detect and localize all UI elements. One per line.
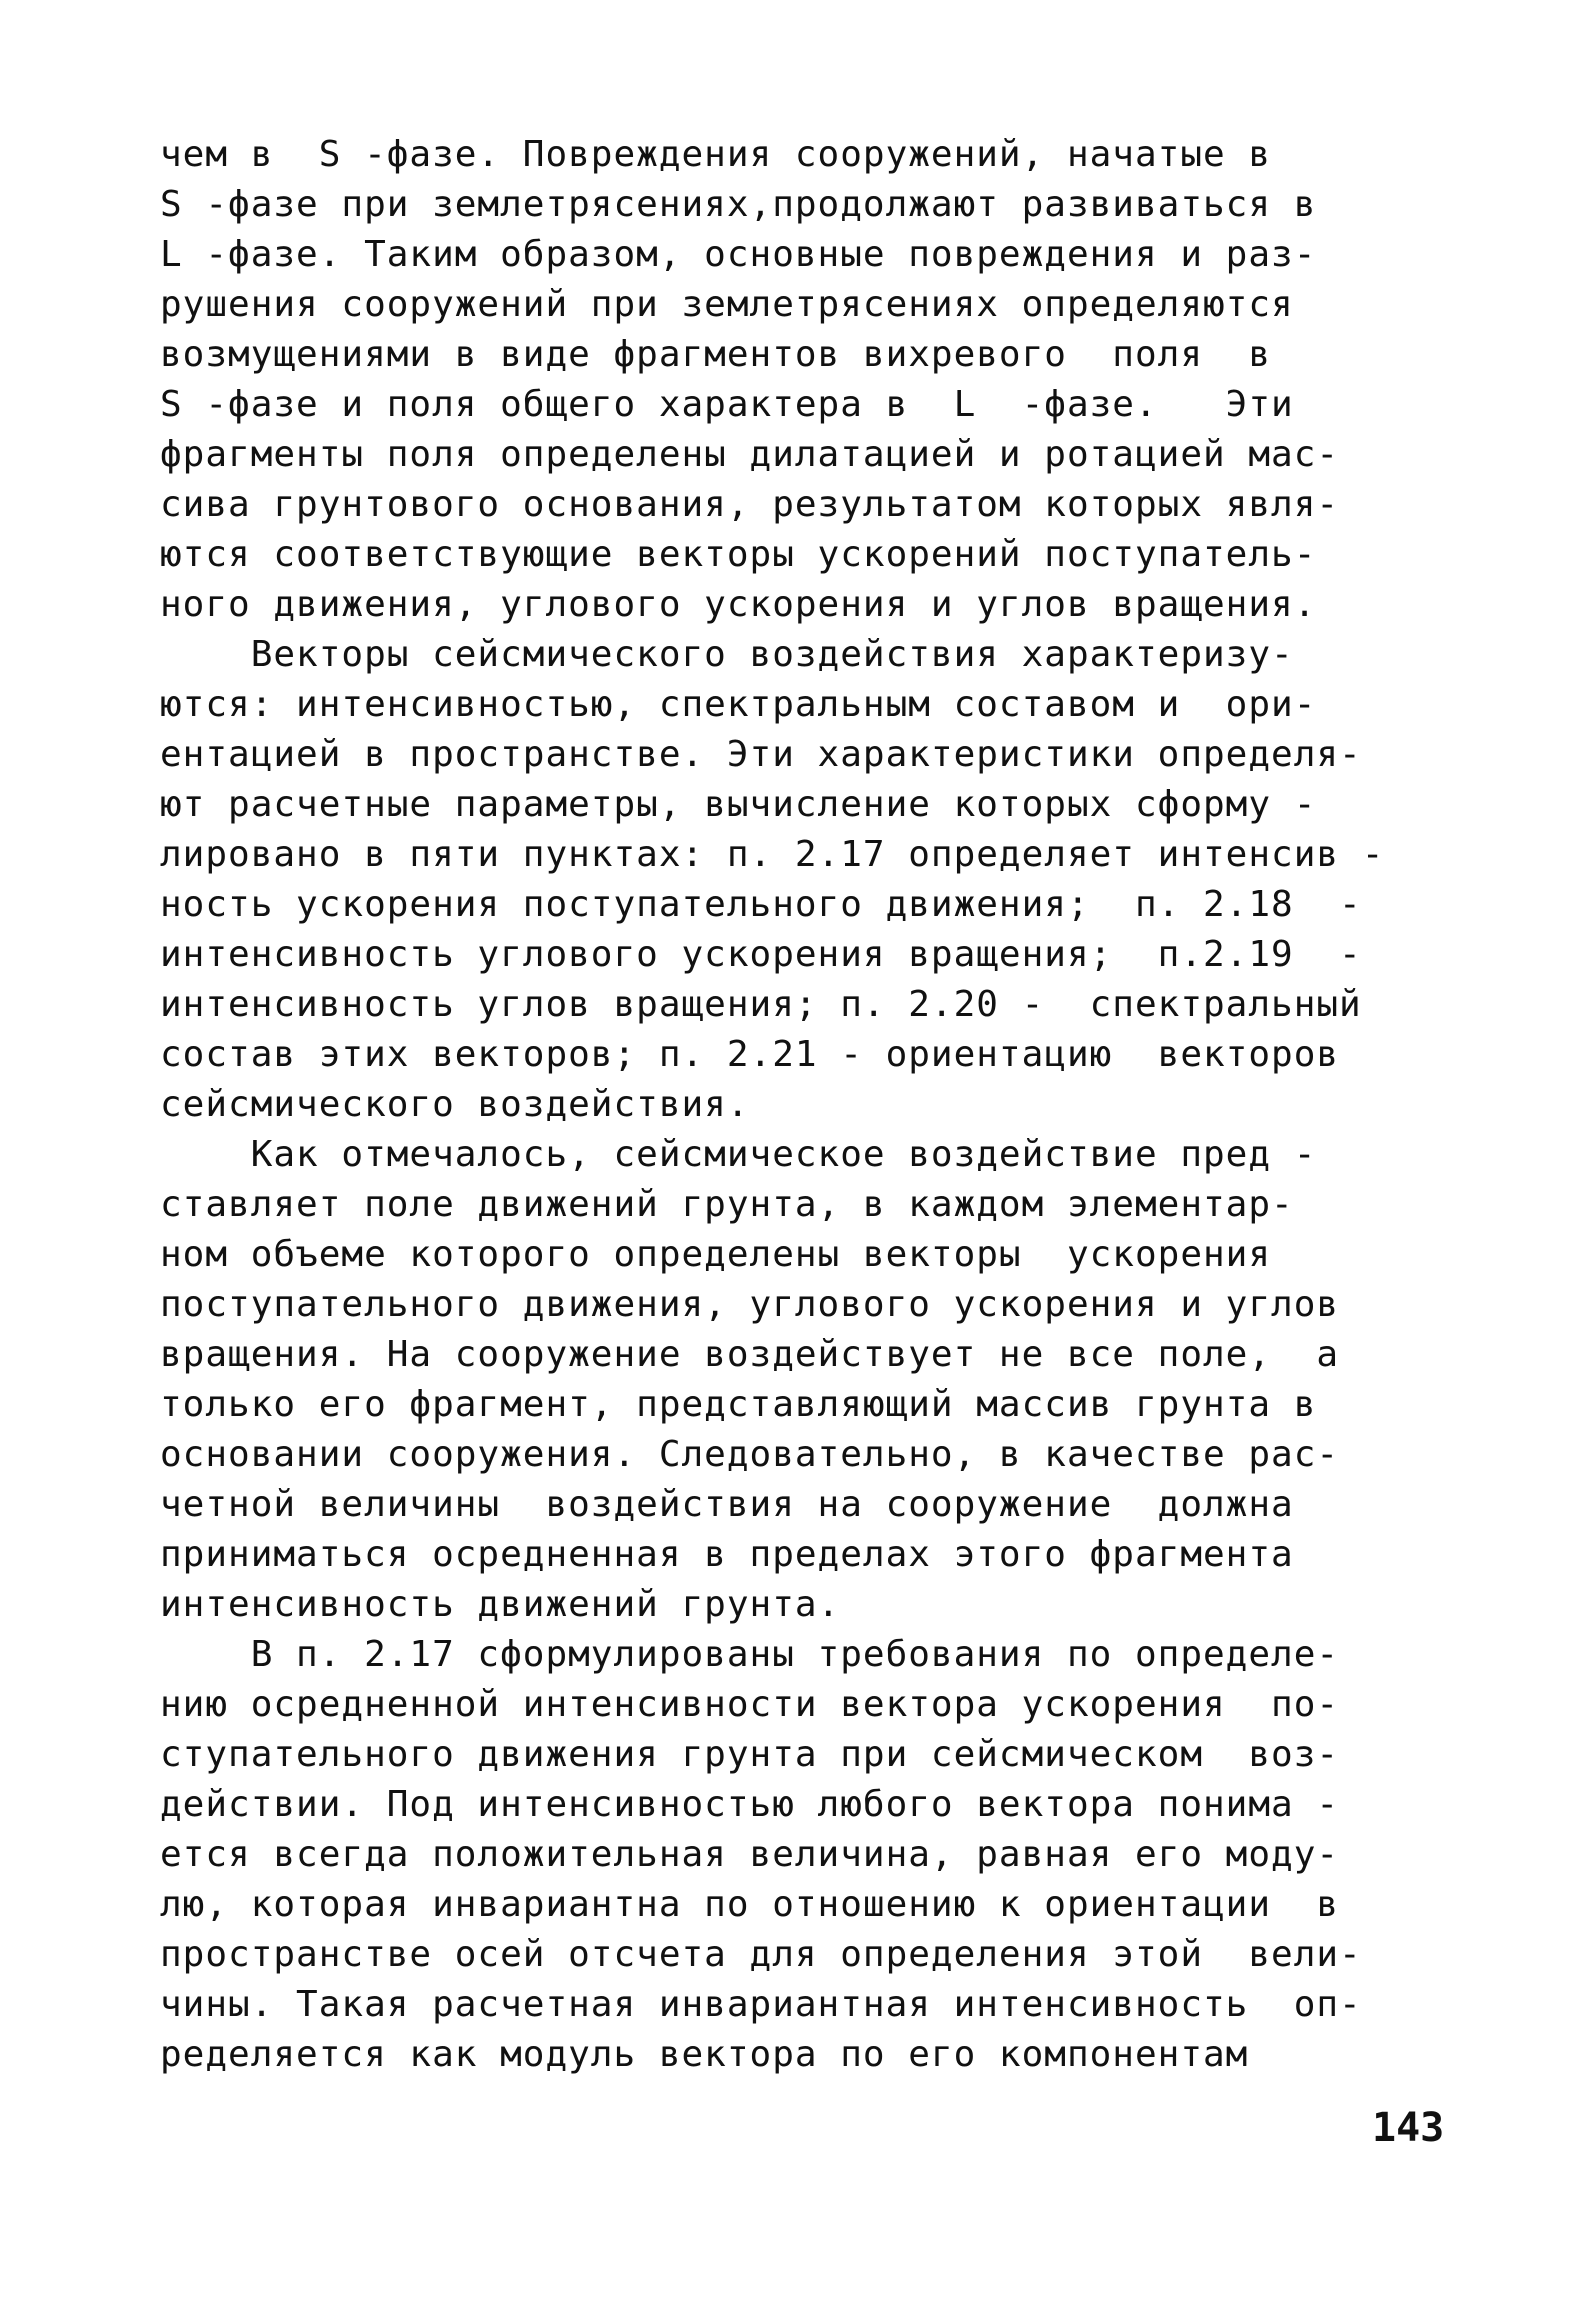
text-line: ном объеме которого определены векторы ускорения — [160, 1234, 1272, 1275]
text-line: рушения сооружений при землетрясениях определяются — [160, 284, 1294, 325]
text-line: поступательного движения, углового ускорения и углов — [160, 1284, 1340, 1325]
text-line: S -фазе при землетрясениях,продолжают развиваться в — [160, 184, 1317, 225]
text-line: интенсивность углов вращения; п. 2.20 - спектральный — [160, 984, 1362, 1025]
text-line: лю, которая инвариантна по отношению к ориентации в — [160, 1884, 1340, 1925]
text-line: В п. 2.17 сформулированы требования по определе- — [160, 1634, 1340, 1675]
text-line: интенсивность углового ускорения вращения; п.2.19 - — [160, 934, 1362, 975]
text-line: ределяется как модуль вектора по его компонентам — [160, 2034, 1249, 2075]
text-line: ставляет поле движений грунта, в каждом элементар- — [160, 1184, 1294, 1225]
text-line: L -фазе. Таким образом, основные повреждения и раз- — [160, 234, 1317, 275]
text-line: чем в S -фазе. Повреждения сооружений, начатые в — [160, 134, 1272, 175]
text-line: ентацией в пространстве. Эти характеристики определя- — [160, 734, 1362, 775]
text-line: нию осредненной интенсивности вектора ускорения по- — [160, 1684, 1340, 1725]
text-line: возмущениями в виде фрагментов вихревого поля в — [160, 334, 1272, 375]
page-number: 143 — [1372, 2105, 1445, 2151]
text-line: лировано в пяти пунктах: п. 2.17 определяет интенсив - — [160, 834, 1385, 875]
text-line: ются: интенсивностью, спектральным составом и ори- — [160, 684, 1317, 725]
text-line: ного движения, углового ускорения и углов вращения. — [160, 584, 1317, 625]
text-line: сейсмического воздействия. — [160, 1084, 750, 1125]
text-line: только его фрагмент, представляющий массив грунта в — [160, 1384, 1317, 1425]
text-line: действии. Под интенсивностью любого вектора понима - — [160, 1784, 1340, 1825]
text-line: ность ускорения поступательного движения; п. 2.18 - — [160, 884, 1362, 925]
text-line: фрагменты поля определены дилатацией и ротацией мас- — [160, 434, 1340, 475]
text-line: четной величины воздействия на сооружение должна — [160, 1484, 1294, 1525]
text-line: ется всегда положительная величина, равная его моду- — [160, 1834, 1340, 1875]
text-line: вращения. На сооружение воздействует не все поле, а — [160, 1334, 1340, 1375]
text-line: Векторы сейсмического воздействия характеризу- — [160, 634, 1294, 675]
body-text — [160, 130, 1470, 2080]
text-line: основании сооружения. Следовательно, в качестве рас- — [160, 1434, 1340, 1475]
text-line: пространстве осей отсчета для определения этой вели- — [160, 1934, 1362, 1975]
text-line: Как отмечалось, сейсмическое воздействие пред - — [160, 1134, 1317, 1175]
text-line: ются соответствующие векторы ускорений поступатель- — [160, 534, 1317, 575]
text-line: состав этих векторов; п. 2.21 - ориентацию векторов — [160, 1034, 1340, 1075]
text-line: сива грунтового основания, результатом которых явля- — [160, 484, 1340, 525]
text-line: чины. Такая расчетная инвариантная интенсивность оп- — [160, 1984, 1362, 2025]
text-line: ют расчетные параметры, вычисление которых сформу - — [160, 784, 1317, 825]
text-line: S -фазе и поля общего характера в L -фазе. Эти — [160, 384, 1294, 425]
text-line: интенсивность движений грунта. — [160, 1584, 841, 1625]
text-line: приниматься осредненная в пределах этого фрагмента — [160, 1534, 1294, 1575]
text-line: ступательного движения грунта при сейсмическом воз- — [160, 1734, 1340, 1775]
